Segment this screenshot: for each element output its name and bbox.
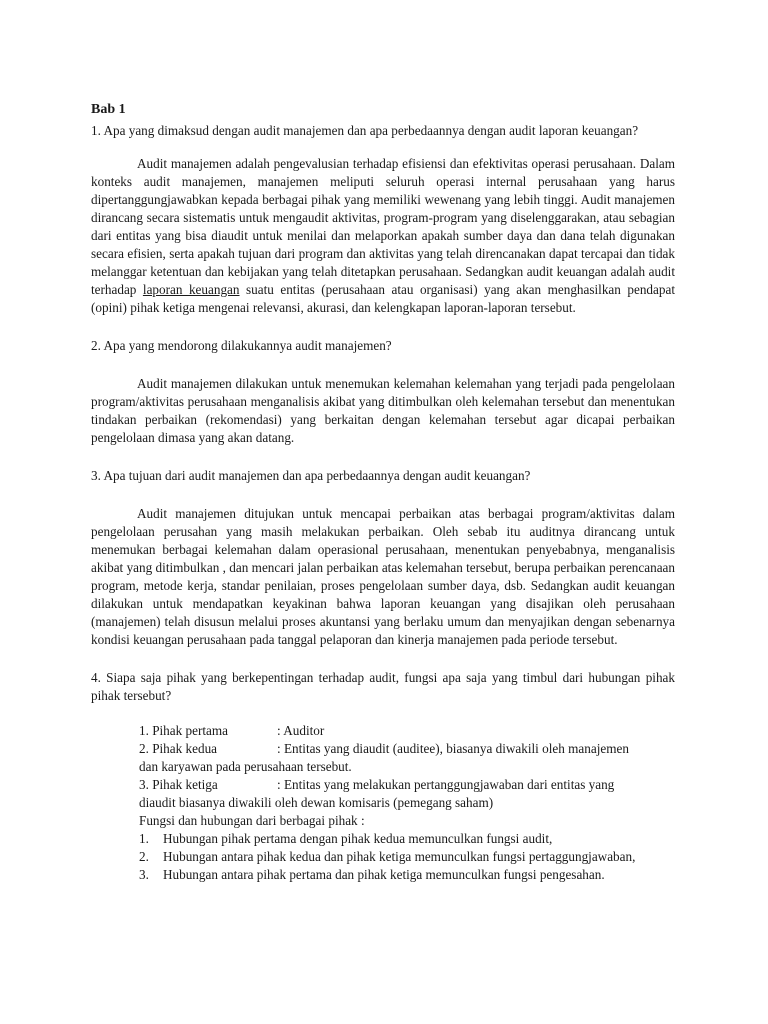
question-3: 3. Apa tujuan dari audit manajemen dan apa perbedaannya dengan audit keuangan? bbox=[91, 468, 531, 483]
question-4: 4. Siapa saja pihak yang berkepentingan terhadap audit, fungsi apa saja yang timbul dari hubungan pihak pihak tersebut? bbox=[91, 670, 675, 703]
answer-2: Audit manajemen dilakukan untuk menemukan kelemahan kelemahan yang terjadi pada pengelolaan program/aktivitas perusahaan menganalisis akibat yang ditimbulkan oleh kelemahan tersebut dan menentukan tindakan perbaikan (rekomendasi) yang berkaitan dengan kelemahan tersebut agar dicapai perbaikan pengelolaan dimasa yang akan datang. bbox=[91, 376, 675, 445]
party-description-continued: dan karyawan pada perusahaan tersebut. bbox=[139, 759, 352, 774]
parties-list bbox=[91, 722, 675, 884]
function-item bbox=[139, 866, 675, 884]
party-label: 3. Pihak ketiga bbox=[139, 777, 218, 792]
function-number: 3. bbox=[139, 867, 149, 882]
functions-title: Fungsi dan hubungan dari berbagai pihak : bbox=[139, 813, 365, 828]
answer-1 bbox=[91, 155, 675, 317]
laporan-keuangan-link[interactable]: laporan keuangan bbox=[142, 282, 240, 297]
function-item bbox=[139, 830, 675, 848]
answer-1-text-b: suatu entitas (perusahaan atau organisasi) yang akan menghasilkan pendapat (opini) pihak ketiga mengenai relevansi, akurasi, dan kelengkapan laporan-laporan tersebut. bbox=[91, 282, 675, 315]
party-item bbox=[139, 740, 675, 758]
function-item bbox=[139, 848, 675, 866]
document-content bbox=[91, 101, 675, 884]
answer-3: Audit manajemen ditujukan untuk mencapai perbaikan atas berbagai program/aktivitas dalam pengelolaan perusahan yang masih melakukan perbaikan. Oleh sebab itu auditnya dirancang untuk menemukan berbagai kelemahan dalam operasional perusahaan, menentukan penyebabnya, menganalisis akibat yang ditimbulkan , dan mencari jalan perbaikan atas kelemahan tersebut, berupa perbaikan perencanaan program, metode kerja, standar penilaian, proses pengelolaan sumber daya, dsb. Sedangkan audit keuangan dilakukan untuk mendapatkan keyakinan bahwa laporan keuangan yang disajikan oleh perusahaan (manajemen) telah disusun melalui proses akuntansi yang berlaku umum dan menyajikan dengan sebenarnya kondisi keuangan perusahaan pada tanggal pelaporan dan kinerja manajemen pada periode tersebut. bbox=[91, 506, 675, 647]
chapter-heading: Bab 1 bbox=[91, 102, 126, 117]
function-number: 2. bbox=[139, 849, 149, 864]
party-item bbox=[139, 776, 675, 794]
party-description-continued: diaudit biasanya diwakili oleh dewan komisaris (pemegang saham) bbox=[139, 795, 494, 810]
party-description: : Auditor bbox=[277, 723, 325, 738]
answer-1-text-a: Audit manajemen adalah pengevalusian terhadap efisiensi dan efektivitas operasi perusahaan. Dalam konteks audit manajemen, manajemen meliputi seluruh operasi internal perusahaan yang harus dipertanggungjawabkan kepada berbagai pihak yang memiliki wewenang yang lebih tinggi. Audit manajemen dirancang secara sistematis untuk mengaudit aktivitas, program-program yang diselenggarakan, atau sebagian dari entitas yang bisa diaudit untuk menilai dan melaporkan apakah sumber daya dan dana telah digunakan secara efisien, serta apakah tujuan dari program dan aktivitas yang telah direncanakan dapat tercapai dan tidak melanggar ketentuan dan kebijakan yang telah ditetapkan perusahaan. Sedangkan audit keuangan adalah audit terhadap bbox=[91, 156, 675, 297]
party-item bbox=[139, 722, 675, 740]
question-1: 1. Apa yang dimaksud dengan audit manajemen dan apa perbedaannya dengan audit laporan keuangan? bbox=[91, 123, 639, 138]
party-label: 2. Pihak kedua bbox=[139, 741, 218, 756]
function-text: Hubungan antara pihak pertama dan pihak ketiga memunculkan fungsi pengesahan. bbox=[163, 867, 605, 882]
party-description: : Entitas yang diaudit (auditee), biasanya diwakili oleh manajemen bbox=[277, 741, 629, 756]
function-text: Hubungan antara pihak kedua dan pihak ketiga memunculkan fungsi pertaggungjawaban, bbox=[163, 849, 636, 864]
question-2: 2. Apa yang mendorong dilakukannya audit manajemen? bbox=[91, 338, 392, 353]
function-text: Hubungan pihak pertama dengan pihak kedua memunculkan fungsi audit, bbox=[163, 831, 553, 846]
party-description: : Entitas yang melakukan pertanggungjawaban dari entitas yang bbox=[277, 777, 615, 792]
party-label: 1. Pihak pertama bbox=[139, 723, 228, 738]
function-number: 1. bbox=[139, 831, 149, 846]
